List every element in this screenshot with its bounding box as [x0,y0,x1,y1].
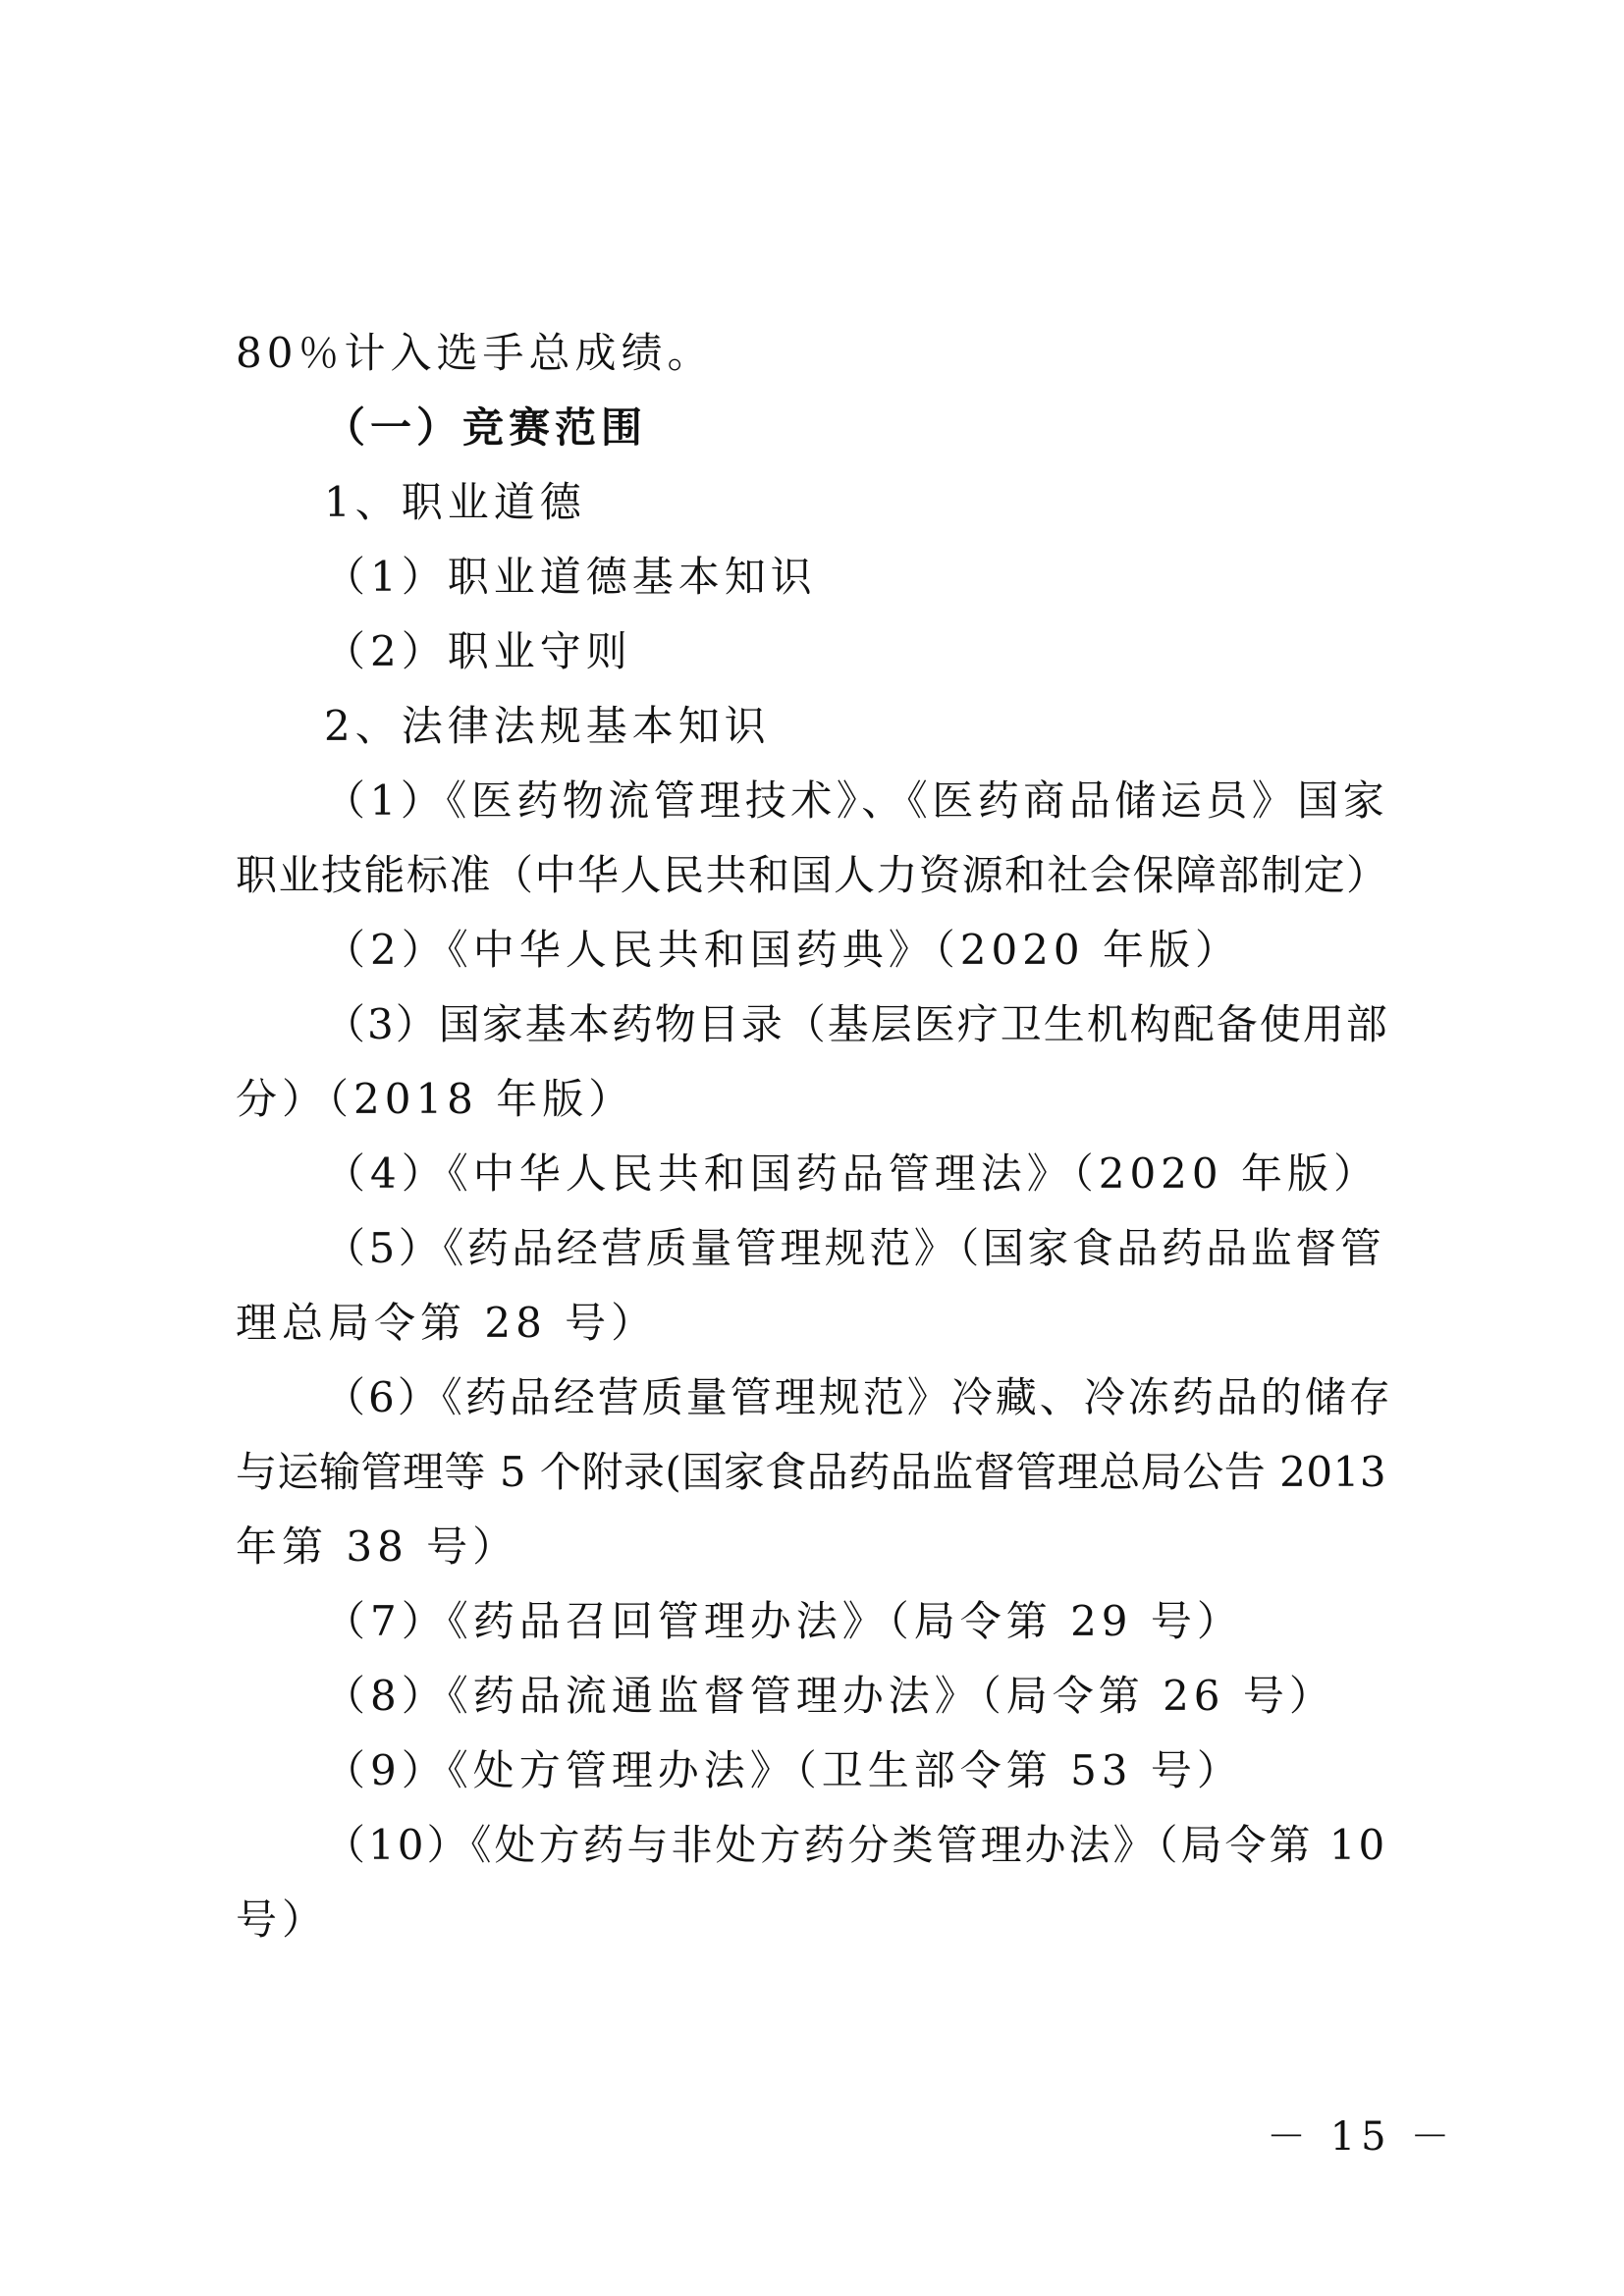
list-item: （1）职业道德基本知识 [324,553,817,601]
list-item: （2）职业守则 [324,627,632,675]
list-item: （5）《药品经营质量管理规范》（国家食品药品监督管 [324,1224,1385,1272]
list-item: （4）《中华人民共和国药品管理法》（2020 年版） [324,1149,1380,1198]
list-item-continuation: 分）（2018 年版） [236,1075,635,1123]
list-item: （7）《药品召回管理办法》（局令第 29 号） [324,1597,1243,1645]
list-item: （2）《中华人民共和国药典》（2020 年版） [324,926,1241,974]
list-item: （10）《处方药与非处方药分类管理办法》（局令第 10 [324,1821,1388,1869]
list-item: （8）《药品流通监督管理办法》（局令第 26 号） [324,1672,1335,1720]
list-item-continuation: 职业技能标准（中华人民共和国人力资源和社会保障部制定） [236,851,1389,899]
list-item: （9）《处方管理办法》（卫生部令第 53 号） [324,1746,1243,1794]
list-item-continuation: 与运输管理等 5 个附录(国家食品药品监督管理总局公告 2013 [236,1448,1387,1496]
list-item-continuation: 号） [236,1896,329,1944]
list-item-continuation: 理总局令第 28 号） [236,1299,658,1347]
list-item: （3）国家基本药物目录（基层医疗卫生机构配备使用部 [324,1000,1389,1048]
list-item: （6）《药品经营质量管理规范》冷藏、冷冻药品的储存 [324,1373,1393,1421]
list-item: 2、法律法规基本知识 [324,702,771,750]
text-line-continuation: 80％计入选手总成绩。 [236,329,714,377]
page-number: － 15 － [1267,2114,1456,2160]
list-item-continuation: 年第 38 号） [236,1522,519,1571]
list-item: 1、职业道德 [324,478,586,526]
list-item: （1）《医药物流管理技术》、《医药商品储运员》国家 [324,776,1389,825]
section-heading: （一）竞赛范围 [324,403,648,452]
